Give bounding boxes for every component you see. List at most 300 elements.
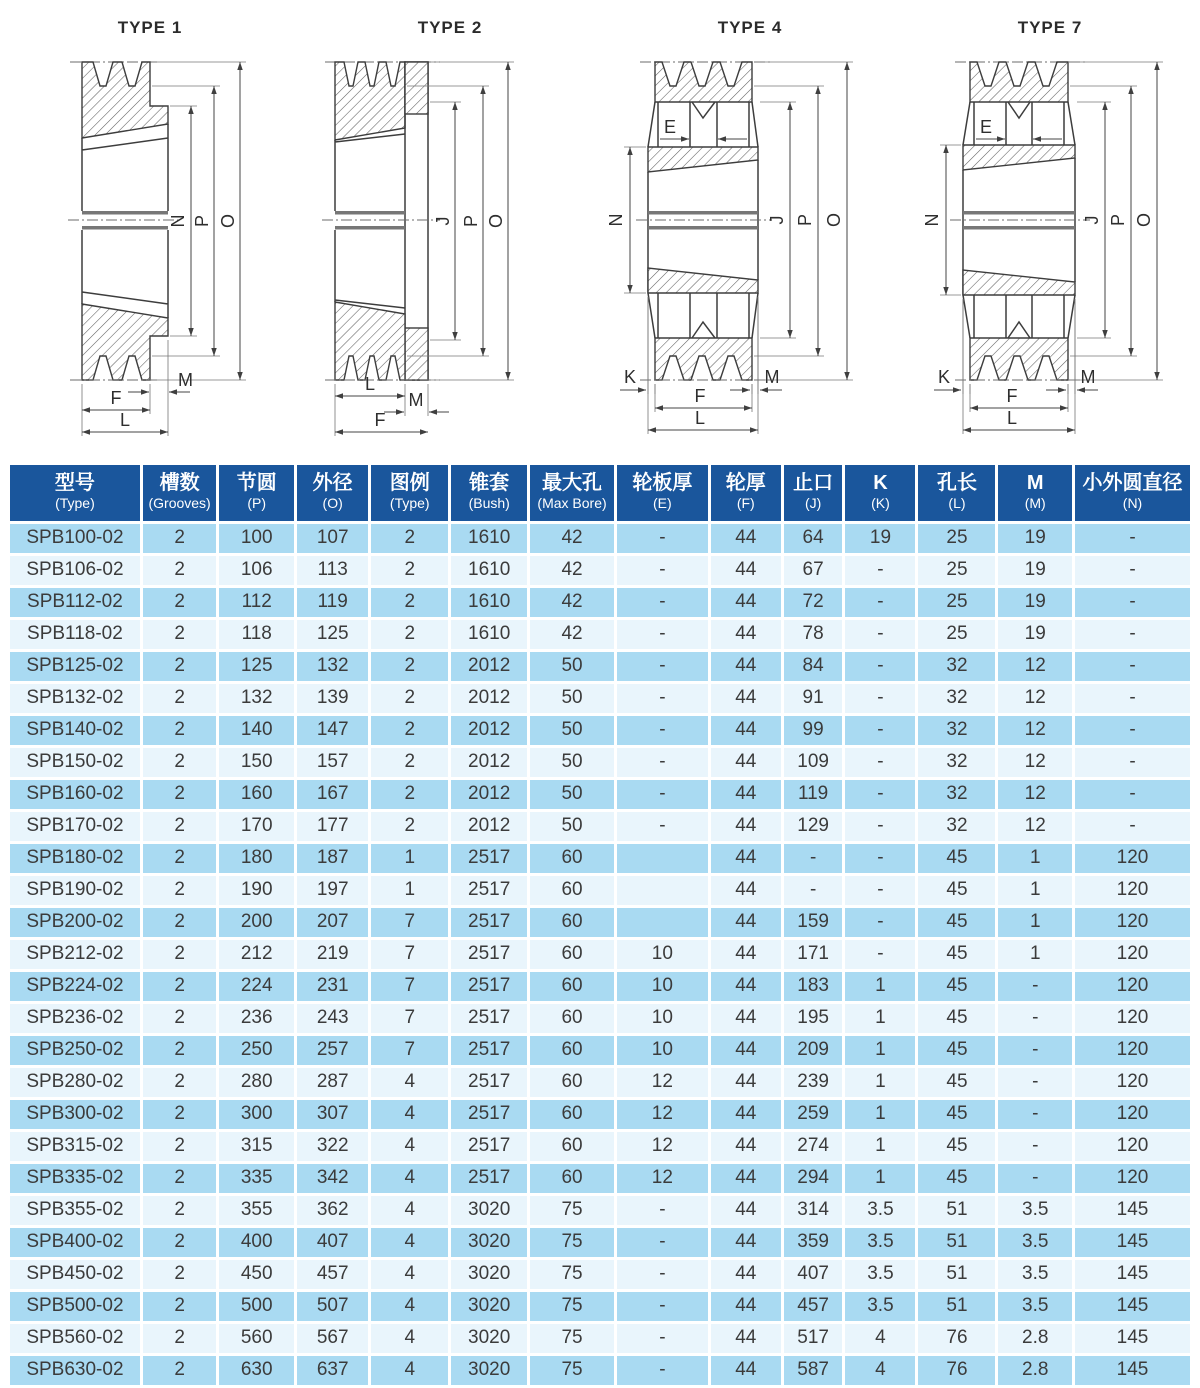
table-cell: 587 xyxy=(784,1356,843,1385)
table-cell: 44 xyxy=(711,524,781,553)
table-row xyxy=(10,684,1190,713)
table-cell: 50 xyxy=(530,716,614,745)
table-cell: 2 xyxy=(143,1068,217,1097)
table-cell: SPB630-02 xyxy=(10,1356,140,1385)
table-cell: 12 xyxy=(998,684,1072,713)
table-cell: 2 xyxy=(143,1036,217,1065)
table-cell: 1 xyxy=(845,1068,915,1097)
drawing-title: TYPE 4 xyxy=(717,18,783,37)
table-cell: 44 xyxy=(711,1164,781,1193)
table-cell: 3.5 xyxy=(998,1228,1072,1257)
table-cell: - xyxy=(617,524,708,553)
table-row xyxy=(10,1036,1190,1065)
table-cell: 219 xyxy=(297,940,368,969)
table-cell: 25 xyxy=(918,588,995,617)
table-cell: 2012 xyxy=(451,684,527,713)
table-cell: 322 xyxy=(297,1132,368,1161)
table-cell: 307 xyxy=(297,1100,368,1129)
table-cell: 120 xyxy=(1075,908,1190,937)
table-cell: - xyxy=(617,1292,708,1321)
dim-label-p: P xyxy=(192,214,212,228)
drawing-type7 xyxy=(900,0,1200,452)
table-cell: 112 xyxy=(219,588,294,617)
header-cell: 槽数 (Grooves) xyxy=(143,465,217,521)
table-cell: SPB300-02 xyxy=(10,1100,140,1129)
table-cell: 19 xyxy=(845,524,915,553)
table-cell: 1610 xyxy=(451,620,527,649)
table-cell: 125 xyxy=(297,620,368,649)
table-cell: 129 xyxy=(784,812,843,841)
table-header xyxy=(10,465,1190,521)
table-cell: 12 xyxy=(998,748,1072,777)
table-cell: 2 xyxy=(143,780,217,809)
table-cell: 2 xyxy=(143,1100,217,1129)
table-cell: 2.8 xyxy=(998,1324,1072,1353)
table-cell: 44 xyxy=(711,940,781,969)
table-cell: 207 xyxy=(297,908,368,937)
table-cell: 3.5 xyxy=(998,1292,1072,1321)
table-cell: - xyxy=(1075,716,1190,745)
table-cell: 2 xyxy=(143,908,217,937)
table-cell: 10 xyxy=(617,972,708,1001)
table-cell: 45 xyxy=(918,972,995,1001)
table-cell: 209 xyxy=(784,1036,843,1065)
table-cell: 2517 xyxy=(451,1004,527,1033)
dim-label-l: L xyxy=(364,374,376,394)
table-cell: 120 xyxy=(1075,1164,1190,1193)
table-cell: SPB355-02 xyxy=(10,1196,140,1225)
table-cell: SPB280-02 xyxy=(10,1068,140,1097)
table-cell: 457 xyxy=(297,1260,368,1289)
table-cell: 44 xyxy=(711,652,781,681)
table-cell: - xyxy=(784,844,843,873)
table-cell: 3020 xyxy=(451,1292,527,1321)
table-cell: 60 xyxy=(530,1164,614,1193)
table-cell: 239 xyxy=(784,1068,843,1097)
table-cell: 60 xyxy=(530,1100,614,1129)
table-cell: 3.5 xyxy=(845,1292,915,1321)
table-cell: 45 xyxy=(918,1004,995,1033)
table-cell: 2 xyxy=(143,1164,217,1193)
table-cell: - xyxy=(617,1356,708,1385)
table-cell: - xyxy=(617,556,708,585)
table-cell: 2517 xyxy=(451,972,527,1001)
table-cell: 45 xyxy=(918,1100,995,1129)
table-cell: 99 xyxy=(784,716,843,745)
table-cell: 3020 xyxy=(451,1356,527,1385)
header-cell: 型号 (Type) xyxy=(10,465,140,521)
table-cell: 159 xyxy=(784,908,843,937)
table-cell: 280 xyxy=(219,1068,294,1097)
table-cell: 67 xyxy=(784,556,843,585)
table-cell: 120 xyxy=(1075,844,1190,873)
table-cell: 294 xyxy=(784,1164,843,1193)
table-cell: 4 xyxy=(371,1068,448,1097)
table-cell: SPB118-02 xyxy=(10,620,140,649)
table-cell: 1 xyxy=(845,972,915,1001)
type2-pulley-diagram xyxy=(300,38,600,450)
dim-label-l: L xyxy=(694,408,706,428)
table-cell: 2 xyxy=(143,652,217,681)
table-cell: 2 xyxy=(143,972,217,1001)
table-cell xyxy=(617,844,708,873)
table-cell: 32 xyxy=(918,652,995,681)
table-cell: 517 xyxy=(784,1324,843,1353)
table-cell: 19 xyxy=(998,556,1072,585)
table-cell: 7 xyxy=(371,940,448,969)
table-cell: 355 xyxy=(219,1196,294,1225)
table-cell: 60 xyxy=(530,1036,614,1065)
table-cell: 187 xyxy=(297,844,368,873)
table-cell: 44 xyxy=(711,1356,781,1385)
table-cell: SPB315-02 xyxy=(10,1132,140,1161)
table-cell: 145 xyxy=(1075,1260,1190,1289)
table-cell: 274 xyxy=(784,1132,843,1161)
dim-label-m: M xyxy=(1080,367,1096,387)
table-cell: - xyxy=(617,588,708,617)
table-cell: 180 xyxy=(219,844,294,873)
table-row xyxy=(10,1292,1190,1321)
table-cell: 75 xyxy=(530,1260,614,1289)
table-cell: 60 xyxy=(530,1004,614,1033)
type7-pulley-diagram xyxy=(900,38,1200,450)
table-cell: 2 xyxy=(143,844,217,873)
table-cell: 75 xyxy=(530,1228,614,1257)
table-row xyxy=(10,908,1190,937)
table-cell: - xyxy=(784,876,843,905)
table-cell: - xyxy=(617,620,708,649)
table-cell: 190 xyxy=(219,876,294,905)
dim-label-k: K xyxy=(623,367,637,387)
table-cell: 2 xyxy=(143,716,217,745)
table-cell: 76 xyxy=(918,1324,995,1353)
table-cell: SPB224-02 xyxy=(10,972,140,1001)
table-cell: 4 xyxy=(371,1196,448,1225)
table-cell: - xyxy=(1075,556,1190,585)
table-cell: 45 xyxy=(918,908,995,937)
dim-label-j: J xyxy=(1082,215,1102,225)
table-cell: 2517 xyxy=(451,1164,527,1193)
table-cell: 2 xyxy=(371,716,448,745)
table-cell: 12 xyxy=(998,716,1072,745)
type1-pulley-diagram xyxy=(0,38,300,450)
table-cell: 120 xyxy=(1075,1036,1190,1065)
table-cell: 1 xyxy=(845,1100,915,1129)
drawing-type4 xyxy=(600,0,900,452)
dim-label-k: K xyxy=(937,367,951,387)
table-cell: 3020 xyxy=(451,1324,527,1353)
table-cell: 12 xyxy=(998,652,1072,681)
table-cell: - xyxy=(845,940,915,969)
table-cell: SPB200-02 xyxy=(10,908,140,937)
table-cell: 177 xyxy=(297,812,368,841)
table-cell: 2012 xyxy=(451,812,527,841)
table-row xyxy=(10,524,1190,553)
dim-label-e: E xyxy=(979,117,993,137)
table-cell: SPB132-02 xyxy=(10,684,140,713)
drawing-title: TYPE 1 xyxy=(117,18,183,37)
dim-label-n: N xyxy=(922,213,942,227)
table-cell: 50 xyxy=(530,684,614,713)
table-cell: 44 xyxy=(711,684,781,713)
table-cell: 45 xyxy=(918,1164,995,1193)
table-cell: 637 xyxy=(297,1356,368,1385)
table-cell: - xyxy=(617,1228,708,1257)
table-cell: 7 xyxy=(371,972,448,1001)
table-cell: 2 xyxy=(143,1260,217,1289)
table-cell: 84 xyxy=(784,652,843,681)
table-row xyxy=(10,780,1190,809)
table-cell: 44 xyxy=(711,844,781,873)
table-cell: 2 xyxy=(143,556,217,585)
table-cell: 2 xyxy=(371,748,448,777)
table-cell: 119 xyxy=(297,588,368,617)
table-cell: SPB100-02 xyxy=(10,524,140,553)
table-cell: 167 xyxy=(297,780,368,809)
table-cell: 630 xyxy=(219,1356,294,1385)
table-row xyxy=(10,1132,1190,1161)
table-cell: 64 xyxy=(784,524,843,553)
table-cell: 44 xyxy=(711,1260,781,1289)
dim-label-m: M xyxy=(764,367,780,387)
table-cell: 75 xyxy=(530,1324,614,1353)
table-cell: 44 xyxy=(711,1228,781,1257)
table-cell: SPB400-02 xyxy=(10,1228,140,1257)
table-cell: 2 xyxy=(371,812,448,841)
table-cell: 106 xyxy=(219,556,294,585)
table-cell: 12 xyxy=(998,780,1072,809)
table-cell: 1 xyxy=(998,940,1072,969)
table-cell: 19 xyxy=(998,524,1072,553)
table-cell: 75 xyxy=(530,1356,614,1385)
table-cell: 2 xyxy=(143,1324,217,1353)
table-row xyxy=(10,620,1190,649)
table-cell: 4 xyxy=(371,1260,448,1289)
table-cell: 44 xyxy=(711,1004,781,1033)
table-cell: SPB125-02 xyxy=(10,652,140,681)
table-cell: SPB106-02 xyxy=(10,556,140,585)
table-cell: 19 xyxy=(998,588,1072,617)
table-cell: 45 xyxy=(918,1132,995,1161)
table-cell: 457 xyxy=(784,1292,843,1321)
table-cell: 2012 xyxy=(451,716,527,745)
table-cell: 1 xyxy=(845,1004,915,1033)
table-cell: - xyxy=(1075,684,1190,713)
header-cell: 止口 (J) xyxy=(784,465,843,521)
table-cell: - xyxy=(1075,524,1190,553)
table-cell: 197 xyxy=(297,876,368,905)
table-cell: 2 xyxy=(143,684,217,713)
table-cell: 42 xyxy=(530,588,614,617)
table-cell: 2 xyxy=(143,748,217,777)
table-cell: 12 xyxy=(617,1132,708,1161)
table-body xyxy=(10,524,1190,1385)
table-cell: - xyxy=(845,620,915,649)
table-cell: SPB450-02 xyxy=(10,1260,140,1289)
table-cell: - xyxy=(617,780,708,809)
table-cell: 1610 xyxy=(451,556,527,585)
table-cell: 200 xyxy=(219,908,294,937)
table-cell: 2517 xyxy=(451,940,527,969)
table-cell: 44 xyxy=(711,588,781,617)
table-cell: 76 xyxy=(918,1356,995,1385)
table-cell: - xyxy=(617,716,708,745)
table-cell: - xyxy=(1075,620,1190,649)
table-cell: 44 xyxy=(711,716,781,745)
table-cell: 120 xyxy=(1075,972,1190,1001)
table-cell: 407 xyxy=(784,1260,843,1289)
table-cell: 45 xyxy=(918,1036,995,1065)
dim-label-o: O xyxy=(218,213,238,229)
table-cell: 1 xyxy=(998,876,1072,905)
dim-label-n: N xyxy=(606,213,626,227)
table-cell: 60 xyxy=(530,876,614,905)
table-row xyxy=(10,652,1190,681)
table-cell: 2 xyxy=(371,684,448,713)
table-cell: 51 xyxy=(918,1196,995,1225)
table-row xyxy=(10,1356,1190,1385)
table-cell: 2 xyxy=(143,1132,217,1161)
table-row xyxy=(10,1196,1190,1225)
table-cell: 2517 xyxy=(451,1068,527,1097)
table-cell: - xyxy=(845,812,915,841)
header-cell: 轮厚 (F) xyxy=(711,465,781,521)
table-cell: 2 xyxy=(143,588,217,617)
table-cell: - xyxy=(998,1036,1072,1065)
table-cell: - xyxy=(845,588,915,617)
table-cell: 1 xyxy=(998,908,1072,937)
dim-label-o: O xyxy=(1134,212,1154,228)
table-cell: 2517 xyxy=(451,1132,527,1161)
dim-label-f: F xyxy=(694,386,706,406)
table-cell: 42 xyxy=(530,556,614,585)
table-cell: 32 xyxy=(918,748,995,777)
table-cell: 107 xyxy=(297,524,368,553)
table-cell: 2517 xyxy=(451,876,527,905)
table-cell: 75 xyxy=(530,1196,614,1225)
dim-label-f: F xyxy=(110,388,122,408)
table-cell: 12 xyxy=(617,1164,708,1193)
table-cell: 4 xyxy=(371,1228,448,1257)
table-cell: 2012 xyxy=(451,780,527,809)
table-cell: 4 xyxy=(371,1164,448,1193)
header-cell: 孔长 (L) xyxy=(918,465,995,521)
table-cell: 44 xyxy=(711,1324,781,1353)
table-cell: - xyxy=(617,684,708,713)
table-cell: 60 xyxy=(530,1068,614,1097)
table-cell: 259 xyxy=(784,1100,843,1129)
table-cell: 4 xyxy=(371,1292,448,1321)
table-cell: 125 xyxy=(219,652,294,681)
table-row xyxy=(10,812,1190,841)
header-cell: 最大孔 (Max Bore) xyxy=(530,465,614,521)
table-cell: 407 xyxy=(297,1228,368,1257)
table-cell: SPB190-02 xyxy=(10,876,140,905)
table-cell: 32 xyxy=(918,812,995,841)
table-cell: SPB212-02 xyxy=(10,940,140,969)
table-cell: 2 xyxy=(371,524,448,553)
table-cell: 2 xyxy=(371,780,448,809)
table-cell: 12 xyxy=(998,812,1072,841)
table-cell: 170 xyxy=(219,812,294,841)
table-cell: 51 xyxy=(918,1292,995,1321)
table-cell: - xyxy=(1075,780,1190,809)
table-cell: SPB500-02 xyxy=(10,1292,140,1321)
table-cell: 51 xyxy=(918,1260,995,1289)
table-cell: 3020 xyxy=(451,1228,527,1257)
table-cell: - xyxy=(998,1132,1072,1161)
table-cell: 4 xyxy=(845,1356,915,1385)
table-cell: 44 xyxy=(711,1292,781,1321)
dim-label-j: J xyxy=(433,216,453,226)
table-cell: - xyxy=(845,652,915,681)
table-cell: 60 xyxy=(530,972,614,1001)
table-cell: 4 xyxy=(371,1100,448,1129)
table-cell: 45 xyxy=(918,940,995,969)
table-cell: - xyxy=(845,780,915,809)
table-cell: SPB170-02 xyxy=(10,812,140,841)
table-cell: 195 xyxy=(784,1004,843,1033)
table-cell: 2517 xyxy=(451,1100,527,1129)
table-cell: SPB250-02 xyxy=(10,1036,140,1065)
table-cell: 2 xyxy=(143,1228,217,1257)
table-cell: 4 xyxy=(371,1132,448,1161)
table-cell: 2517 xyxy=(451,1036,527,1065)
table-row xyxy=(10,1228,1190,1257)
table-cell: - xyxy=(617,748,708,777)
dim-label-e: E xyxy=(663,117,677,137)
table-cell: 100 xyxy=(219,524,294,553)
dim-label-l: L xyxy=(1006,408,1018,428)
table-cell: 2 xyxy=(371,588,448,617)
table-cell: 2 xyxy=(371,620,448,649)
dim-label-p: P xyxy=(795,213,815,227)
table-cell: 145 xyxy=(1075,1228,1190,1257)
table-cell: 44 xyxy=(711,876,781,905)
table-cell: 4 xyxy=(371,1356,448,1385)
table-cell: - xyxy=(617,652,708,681)
table-row xyxy=(10,556,1190,585)
dim-label-o: O xyxy=(824,212,844,228)
header-cell: 锥套 (Bush) xyxy=(451,465,527,521)
table-cell: - xyxy=(617,812,708,841)
header-cell: 图例 (Type) xyxy=(371,465,448,521)
spec-table xyxy=(7,462,1193,1388)
table-row xyxy=(10,1260,1190,1289)
table-cell: - xyxy=(1075,652,1190,681)
table-cell: 44 xyxy=(711,812,781,841)
table-cell: 25 xyxy=(918,524,995,553)
table-cell: - xyxy=(998,1004,1072,1033)
table-cell: 145 xyxy=(1075,1356,1190,1385)
table-cell: 342 xyxy=(297,1164,368,1193)
table-cell: 2 xyxy=(143,524,217,553)
table-cell: 10 xyxy=(617,1004,708,1033)
table-cell: 160 xyxy=(219,780,294,809)
table-row xyxy=(10,1100,1190,1129)
table-cell: - xyxy=(1075,588,1190,617)
table-cell: 567 xyxy=(297,1324,368,1353)
table-cell: 450 xyxy=(219,1260,294,1289)
table-cell: - xyxy=(845,716,915,745)
table-cell: 224 xyxy=(219,972,294,1001)
table-cell: 44 xyxy=(711,556,781,585)
header-cell: 节圆 (P) xyxy=(219,465,294,521)
table-cell: 4 xyxy=(371,1324,448,1353)
table-cell: 2517 xyxy=(451,844,527,873)
table-cell: 12 xyxy=(617,1100,708,1129)
header-cell: 轮板厚 (E) xyxy=(617,465,708,521)
